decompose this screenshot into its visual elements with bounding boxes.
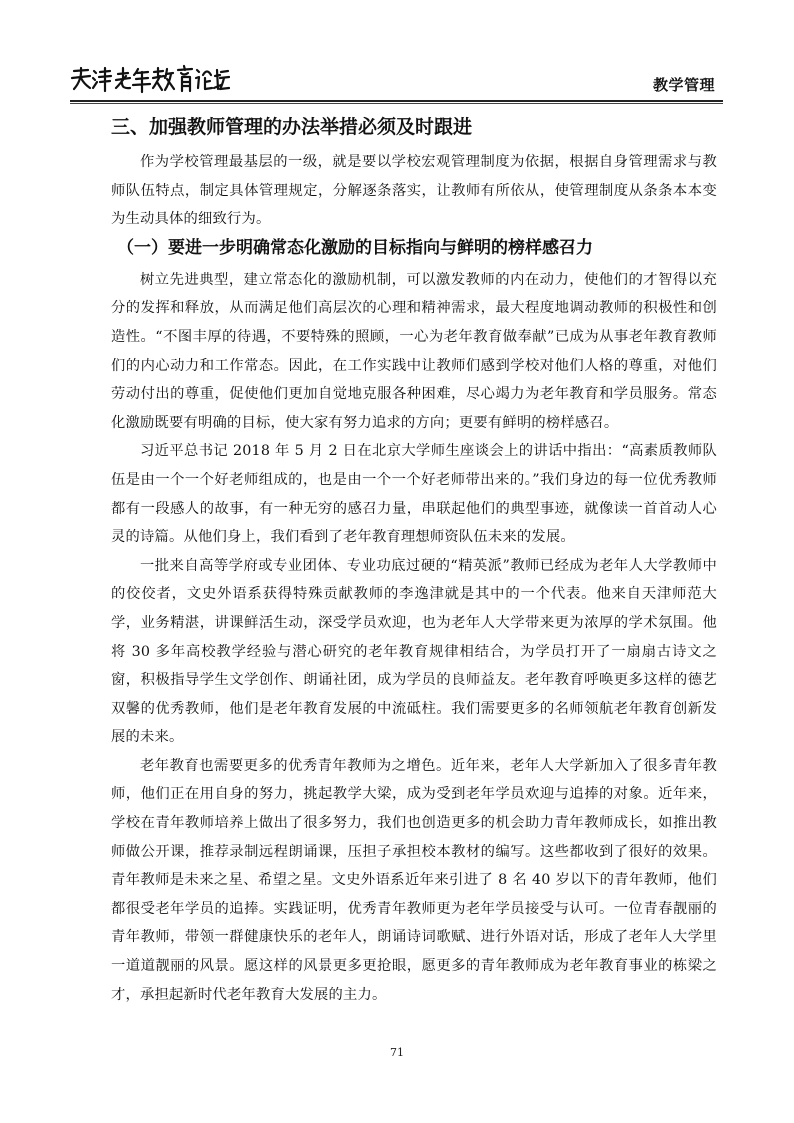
subsection-heading: （一）要进一步明确常态化激励的目标指向与鲜明的榜样感召力 <box>117 237 593 258</box>
section-label: 教学管理 <box>652 77 715 94</box>
page-number: 71 <box>390 1046 404 1059</box>
calligraphy-logo-icon <box>70 62 230 94</box>
article-body <box>111 112 717 1009</box>
body-paragraph: 一批来自高等学府或专业团体、专业功底过硬的“精英派”教师已经成为老年人大学教师中的佼佼者，文史外语系获得特殊贡献教师的李逸津就是其中的一个代表。他来自天津师范大学，业务精湛，讲课鲜活生动，深受学员欢迎，也为老年人大学带来更为浓厚的学术氛围。他将 30 多年高校教学经验与潜心研究的老年教育规律相结合，为学员打开了一扇扇古诗文之窗，积极指导学生文学创作、朗诵社团，成为学员的良师益友。老年教育呼唤更多这样的德艺双馨的优秀教师，他们是老年教育发展的中流砥柱。我们需要更多的名师领航老年教育创新发展的未来。 <box>111 557 717 746</box>
header-rule <box>70 100 723 102</box>
body-paragraph: 老年教育也需要更多的优秀青年教师为之增色。近年来，老年人大学新加入了很多青年教师，他们正在用自身的努力，挑起教学大梁，成为受到老年学员欢迎与追捧的对象。近年来，学校在青年教师培养上做出了很多努力，我们也创造更多的机会助力青年教师成长，如推出教师做公开课，推荐录制远程朗诵课，压担子承担校本教材的编写。这些都收到了很好的效果。青年教师是未来之星、希望之星。文史外语系近年来引进了 8 名 40 岁以下的青年教师，他们都很受老年学员的追捧。实践证明，优秀青年教师更为老年学员接受与认可。一位青春靓丽的青年教师，带领一群健康快乐的老年人，朗诵诗词歌赋、进行外语对话，形成了老年人大学里一道道靓丽的风景。愿这样的风景更多更抢眼，愿更多的青年教师成为老年教育事业的栋梁之才，承担起新时代老年教育大发展的主力。 <box>111 757 717 1003</box>
intro-paragraph: 作为学校管理最基层的一级，就是要以学校宏观管理制度为依据，根据自身管理需求与教师队伍特点，制定具体管理规定，分解逐条落实，让教师有所依从，使管理制度从条条本本变为生动具体的细致行为。 <box>111 154 717 228</box>
body-paragraph: 树立先进典型，建立常态化的激励机制，可以激发教师的内在动力，使他们的才智得以充分的发挥和释放，从而满足他们高层次的心理和精神需求，最大程度地调动教师的积极性和创造性。“不图丰厚的待遇，不要特殊的照顾，一心为老年教育做奉献”已成为从事老年教育教师们的内心动力和工作常态。因此，在工作实践中让教师们感到学校对他们人格的尊重，对他们劳动付出的尊重，促使他们更加自觉地克服各种困难，尽心竭力为老年教育和学员服务。常态化激励既要有明确的目标，使大家有努力追求的方向；更要有鲜明的榜样感召。 <box>111 271 717 431</box>
section-heading: 三、加强教师管理的办法举措必须及时跟进 <box>111 116 473 138</box>
header-rule-thin <box>70 103 723 104</box>
page-header <box>70 62 723 102</box>
journal-logo <box>70 62 230 94</box>
body-paragraph: 习近平总书记 2018 年 5 月 2 日在北京大学师生座谈会上的讲话中指出：“高素质教师队伍是由一个一个好老师组成的，也是由一个一个好老师带出来的。”我们身边的每一位优秀教师都有一段感人的故事，有一种无穷的感召力量，串联起他们的典型事迹，就像读一首首动人心灵的诗篇。从他们身上，我们看到了老年教育理想师资队伍未来的发展。 <box>111 443 717 546</box>
